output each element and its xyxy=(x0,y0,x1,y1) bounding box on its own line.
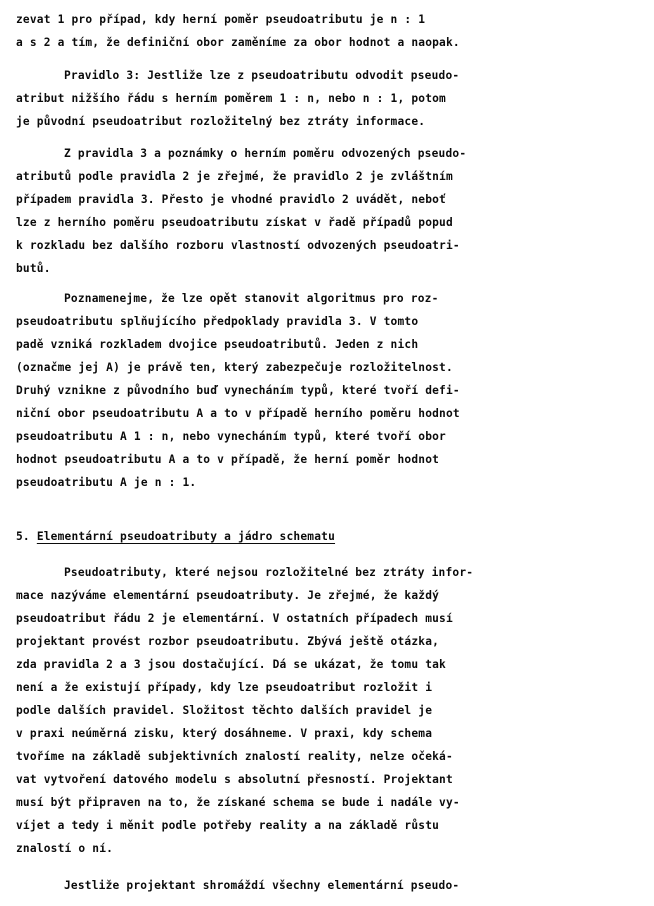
text-line: případem pravidla 3. Přesto je vhodné pravidlo 2 uvádět, neboť xyxy=(16,193,446,206)
text-line: pseudoatribut řádu 2 je elementární. V ostatních případech musí xyxy=(16,612,453,625)
section-heading xyxy=(16,525,638,548)
paragraph-rule-3 xyxy=(16,64,638,133)
text-line: je původní pseudoatribut rozložitelný bez ztráty informace. xyxy=(16,115,426,128)
text-line: butů. xyxy=(16,262,51,275)
section-number: 5. xyxy=(16,530,30,543)
paragraph-intro-continuation xyxy=(16,8,638,54)
text-line: zevat 1 pro případ, kdy herní poměr pseudoatributu je n : 1 xyxy=(16,13,426,26)
text-line: tvoříme na základě subjektivních znalostí reality, nelze očeká- xyxy=(16,750,453,763)
paragraph-from-rule-3 xyxy=(16,142,638,280)
text-line: zda pravidla 2 a 3 jsou dostačující. Dá se ukázat, že tomu tak xyxy=(16,658,446,671)
text-line: lze z herního poměru pseudoatributu získat v řadě případů popud xyxy=(16,216,453,229)
text-line: atribut nižšího řádu s herním poměrem 1 : n, nebo n : 1, potom xyxy=(16,92,446,105)
text-line: mace nazýváme elementární pseudoatributy. Je zřejmé, že každý xyxy=(16,589,440,602)
text-line: Pseudoatributy, které nejsou rozložitelné bez ztráty infor- xyxy=(64,566,474,579)
text-line: Jestliže projektant shromáždí všechny elementární pseudo- xyxy=(64,879,460,892)
text-line: pseudoatributu splňujícího předpoklady pravidla 3. V tomto xyxy=(16,315,419,328)
text-line: pseudoatributu A je n : 1. xyxy=(16,476,197,489)
text-line: znalostí o ní. xyxy=(16,842,114,855)
text-line: vat vytvoření datového modelu s absolutní přesností. Projektant xyxy=(16,773,453,786)
text-line: a s 2 a tím, že definiční obor zaměníme za obor hodnot a naopak. xyxy=(16,36,460,49)
text-line: Z pravidla 3 a poznámky o herním poměru odvozených pseudo- xyxy=(64,147,467,160)
text-line: v praxi neúměrná zisku, který dosáhneme. V praxi, kdy schema xyxy=(16,727,433,740)
section-title: Elementární pseudoatributy a jádro schematu xyxy=(36,530,336,543)
text-line: niční obor pseudoatributu A a to v případě herního poměru hodnot xyxy=(16,407,460,420)
text-line: hodnot pseudoatributu A a to v případě, že herní poměr hodnot xyxy=(16,453,440,466)
text-line: není a že existují případy, kdy lze pseudoatribut rozložit i xyxy=(16,681,433,694)
text-line: padě vzniká rozkladem dvojice pseudoatributů. Jeden z nich xyxy=(16,338,419,351)
text-line: musí být připraven na to, že získané schema se bude i nadále vy- xyxy=(16,796,460,809)
paragraph-note-algorithm xyxy=(16,287,638,494)
text-line: projektant provést rozbor pseudoatributu. Zbývá ještě otázka, xyxy=(16,635,440,648)
text-line: atributů podle pravidla 2 je zřejmé, že pravidlo 2 je zvláštním xyxy=(16,170,453,183)
paragraph-last xyxy=(16,874,638,897)
text-line: (označme jej A) je právě ten, který zabezpečuje rozložitelnost. xyxy=(16,361,453,374)
text-line: pseudoatributu A 1 : n, nebo vynecháním typů, které tvoří obor xyxy=(16,430,446,443)
text-line: víjet a tedy i měnit podle potřeby reality a na základě růstu xyxy=(16,819,440,832)
text-line: Pravidlo 3: Jestliže lze z pseudoatributu odvodit pseudo- xyxy=(64,69,460,82)
text-line: k rozkladu bez dalšího rozboru vlastností odvozených pseudoatri- xyxy=(16,239,460,252)
text-line: Druhý vznikne z původního buď vynecháním typů, které tvoří defi- xyxy=(16,384,460,397)
text-line: Poznamenejme, že lze opět stanovit algoritmus pro roz- xyxy=(64,292,439,305)
text-line: podle dalších pravidel. Složitost těchto dalších pravidel je xyxy=(16,704,433,717)
paragraph-elementary-pseudoattributes xyxy=(16,561,638,860)
